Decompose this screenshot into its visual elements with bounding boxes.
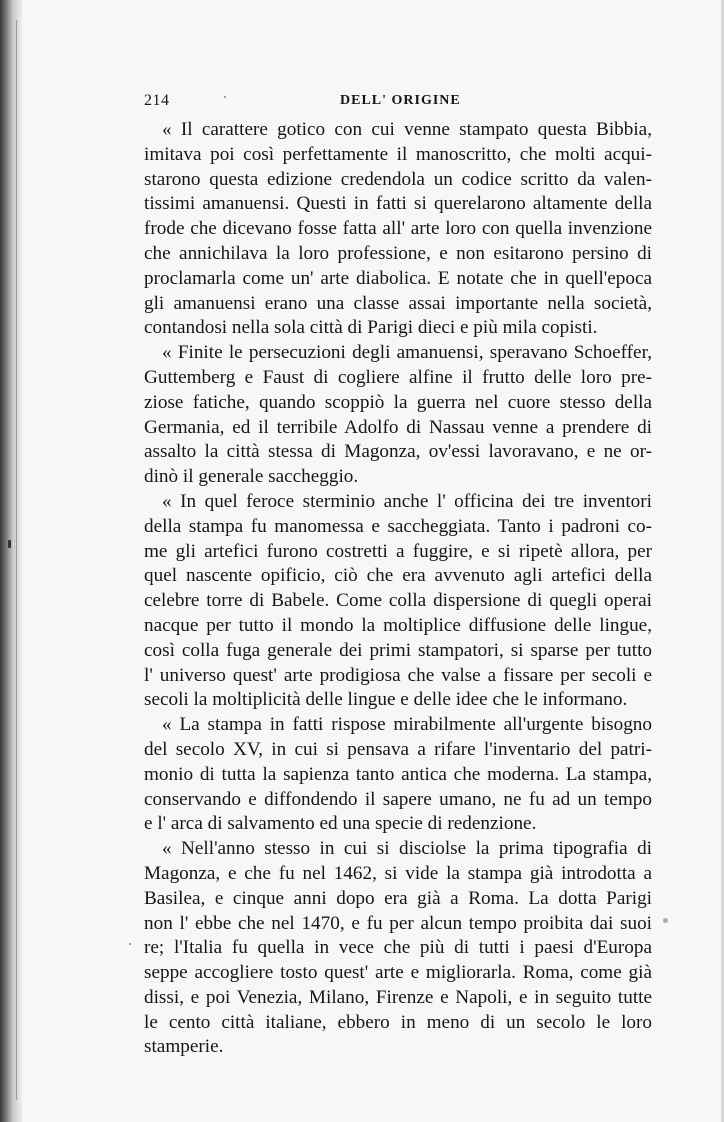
text-line: della stampa fu manomessa e saccheggiata. Tanto i padroni co- [144, 515, 652, 537]
text-line: « La stampa in fatti rispose mirabilmente all'urgente bisogno [162, 714, 652, 736]
binding-edge-line [16, 20, 17, 1100]
text-line: nacque per tutto il mondo la moltiplice diffusione delle lingue, [144, 614, 652, 636]
ink-speck [129, 943, 131, 945]
text-line: così colla fuga generale dei primi stampatori, si sparse per tutto [144, 639, 652, 661]
text-line: « Il carattere gotico con cui venne stampato questa Bibbia, [162, 119, 652, 140]
text-line: Guttemberg e Faust di cogliere alfine il frutto delle loro pre- [144, 366, 652, 388]
text-line: imitava poi così perfettamente il manoscritto, che molti acqui- [144, 143, 652, 165]
text-line: le cento città italiane, ebbero in meno di un secolo le loro [144, 1011, 652, 1033]
text-line: « In quel feroce sterminio anche l' officina dei tre inventori [162, 490, 652, 512]
text-line: me gli artefici furono costretti a fuggire, e si ripetè allora, per [144, 540, 652, 562]
text-line: tissimi amanuensi. Questi in fatti si querelarono altamente della [144, 193, 652, 215]
text-line: che annichilava la loro professione, e non esitarono persino di [144, 242, 652, 264]
text-line: Basilea, e cinque anni dopo era già a Roma. La dotta Parigi [144, 887, 652, 909]
text-line: stamperie. [144, 1036, 224, 1058]
text-line: contandosi nella sola città di Parigi dieci e più mila copisti. [144, 317, 598, 339]
text-line: assalto la città stessa di Magonza, ov'essi lavoravano, e ne or- [144, 441, 652, 463]
text-line: Magonza, e che fu nel 1462, si vide la stampa già introdotta a [144, 862, 652, 884]
text-line: frode che dicevano fosse fatta all' arte loro con quella invenzione [144, 218, 652, 240]
text-line: ziose fatiche, quando scoppiò la guerra nel cuore stesso della [144, 391, 652, 413]
text-line: monio di tutta la sapienza tanto antica che moderna. La stampa, [144, 763, 652, 785]
text-line: del secolo XV, in cui si pensava a rifare l'inventario del patri- [144, 738, 652, 760]
running-head: DELL' ORIGINE [340, 93, 461, 108]
text-line: celebre torre di Babele. Come colla dispersione di quegli operai [144, 590, 652, 612]
page-number: 214 [144, 92, 170, 109]
text-line: seppe accogliere tosto quest' arte e migliorarla. Roma, come già [144, 962, 652, 984]
text-line: non l' ebbe che nel 1470, e fu per alcun tempo proibita dai suoi [144, 912, 652, 934]
text-line: secoli la moltiplicità delle lingue e delle idee che le informano. [144, 689, 628, 711]
binding-gutter-shadow [0, 0, 22, 1122]
text-line: conservando e diffondendo il sapere umano, ne fu ad un tempo [144, 788, 652, 810]
text-line: gli amanuensi erano una classe assai importante nella società, [144, 292, 652, 314]
text-line: dissi, e poi Venezia, Milano, Firenze e Napoli, e in seguito tutte [144, 986, 652, 1008]
text-line: re; l'Italia fu quella in vece che più di tutti i paesi d'Europa [144, 937, 652, 959]
text-line: « Nell'anno stesso in cui si disciolse la prima tipografia di [162, 838, 652, 860]
ink-speck [8, 540, 11, 548]
text-line: l' universo quest' arte prodigiosa che valse a fissare per secoli e [144, 664, 652, 686]
text-line: e l' arca di salvamento ed una specie di redenzione. [144, 813, 537, 835]
text-line: proclamarla come un' arte diabolica. E notate che in quell'epoca [144, 267, 652, 289]
body-text [144, 118, 652, 1060]
text-line: « Finite le persecuzioni degli amanuensi, speravano Schoeffer, [162, 342, 652, 364]
text-line: quel nascente opificio, ciò che era avvenuto agli artefici della [144, 565, 652, 587]
text-line: dinò il generale saccheggio. [144, 466, 359, 488]
ink-speck [663, 918, 668, 923]
text-line: starono questa edizione credendola un codice scritto da valen- [144, 168, 652, 190]
text-line: Germania, ed il terribile Adolfo di Nassau venne a prendere di [144, 416, 652, 438]
page-header [144, 92, 654, 114]
